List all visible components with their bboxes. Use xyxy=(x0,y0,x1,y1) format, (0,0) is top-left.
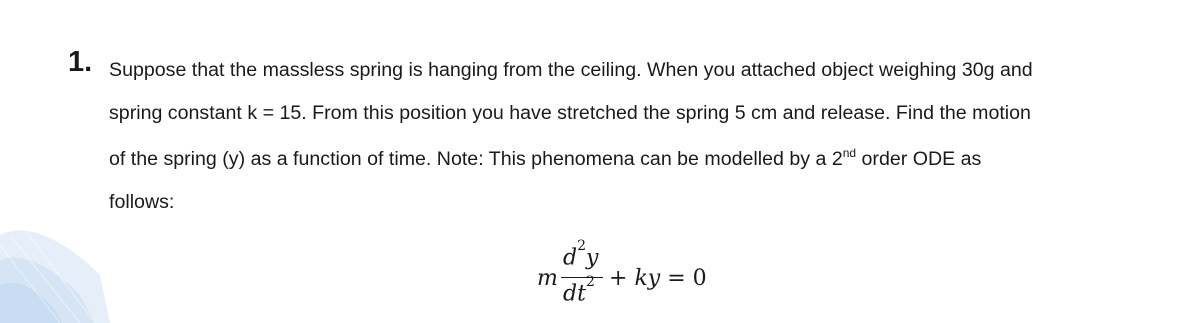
ordinal-suffix: nd xyxy=(842,146,857,160)
question-number: 1. xyxy=(68,46,93,78)
ode-equation xyxy=(537,238,737,308)
equation-mass: m xyxy=(537,266,558,291)
second-derivative-fraction xyxy=(561,238,603,308)
question-line-1: Suppose that the massless spring is hanging from the ceiling. When you attached object weighing 30g and xyxy=(109,59,1033,81)
question-line-4: follows: xyxy=(109,191,175,213)
question-line-3-end: order ODE as xyxy=(856,148,982,170)
question-line-2: spring constant k = 15. From this position you have stretched the spring 5 cm and release. Find the motion xyxy=(109,102,1031,124)
question-line-3 xyxy=(109,146,982,170)
corner-decoration xyxy=(0,215,110,323)
fraction-numerator: $d^2y$ xyxy=(563,238,599,271)
fraction-bar xyxy=(561,277,603,278)
question-line-3-text: of the spring (y) as a function of time. Note: This phenomena can be modelled by a 2 xyxy=(109,148,843,170)
fraction-denominator: $dt^2$ xyxy=(563,274,595,307)
equation-rest: + ky = 0 xyxy=(609,266,707,291)
